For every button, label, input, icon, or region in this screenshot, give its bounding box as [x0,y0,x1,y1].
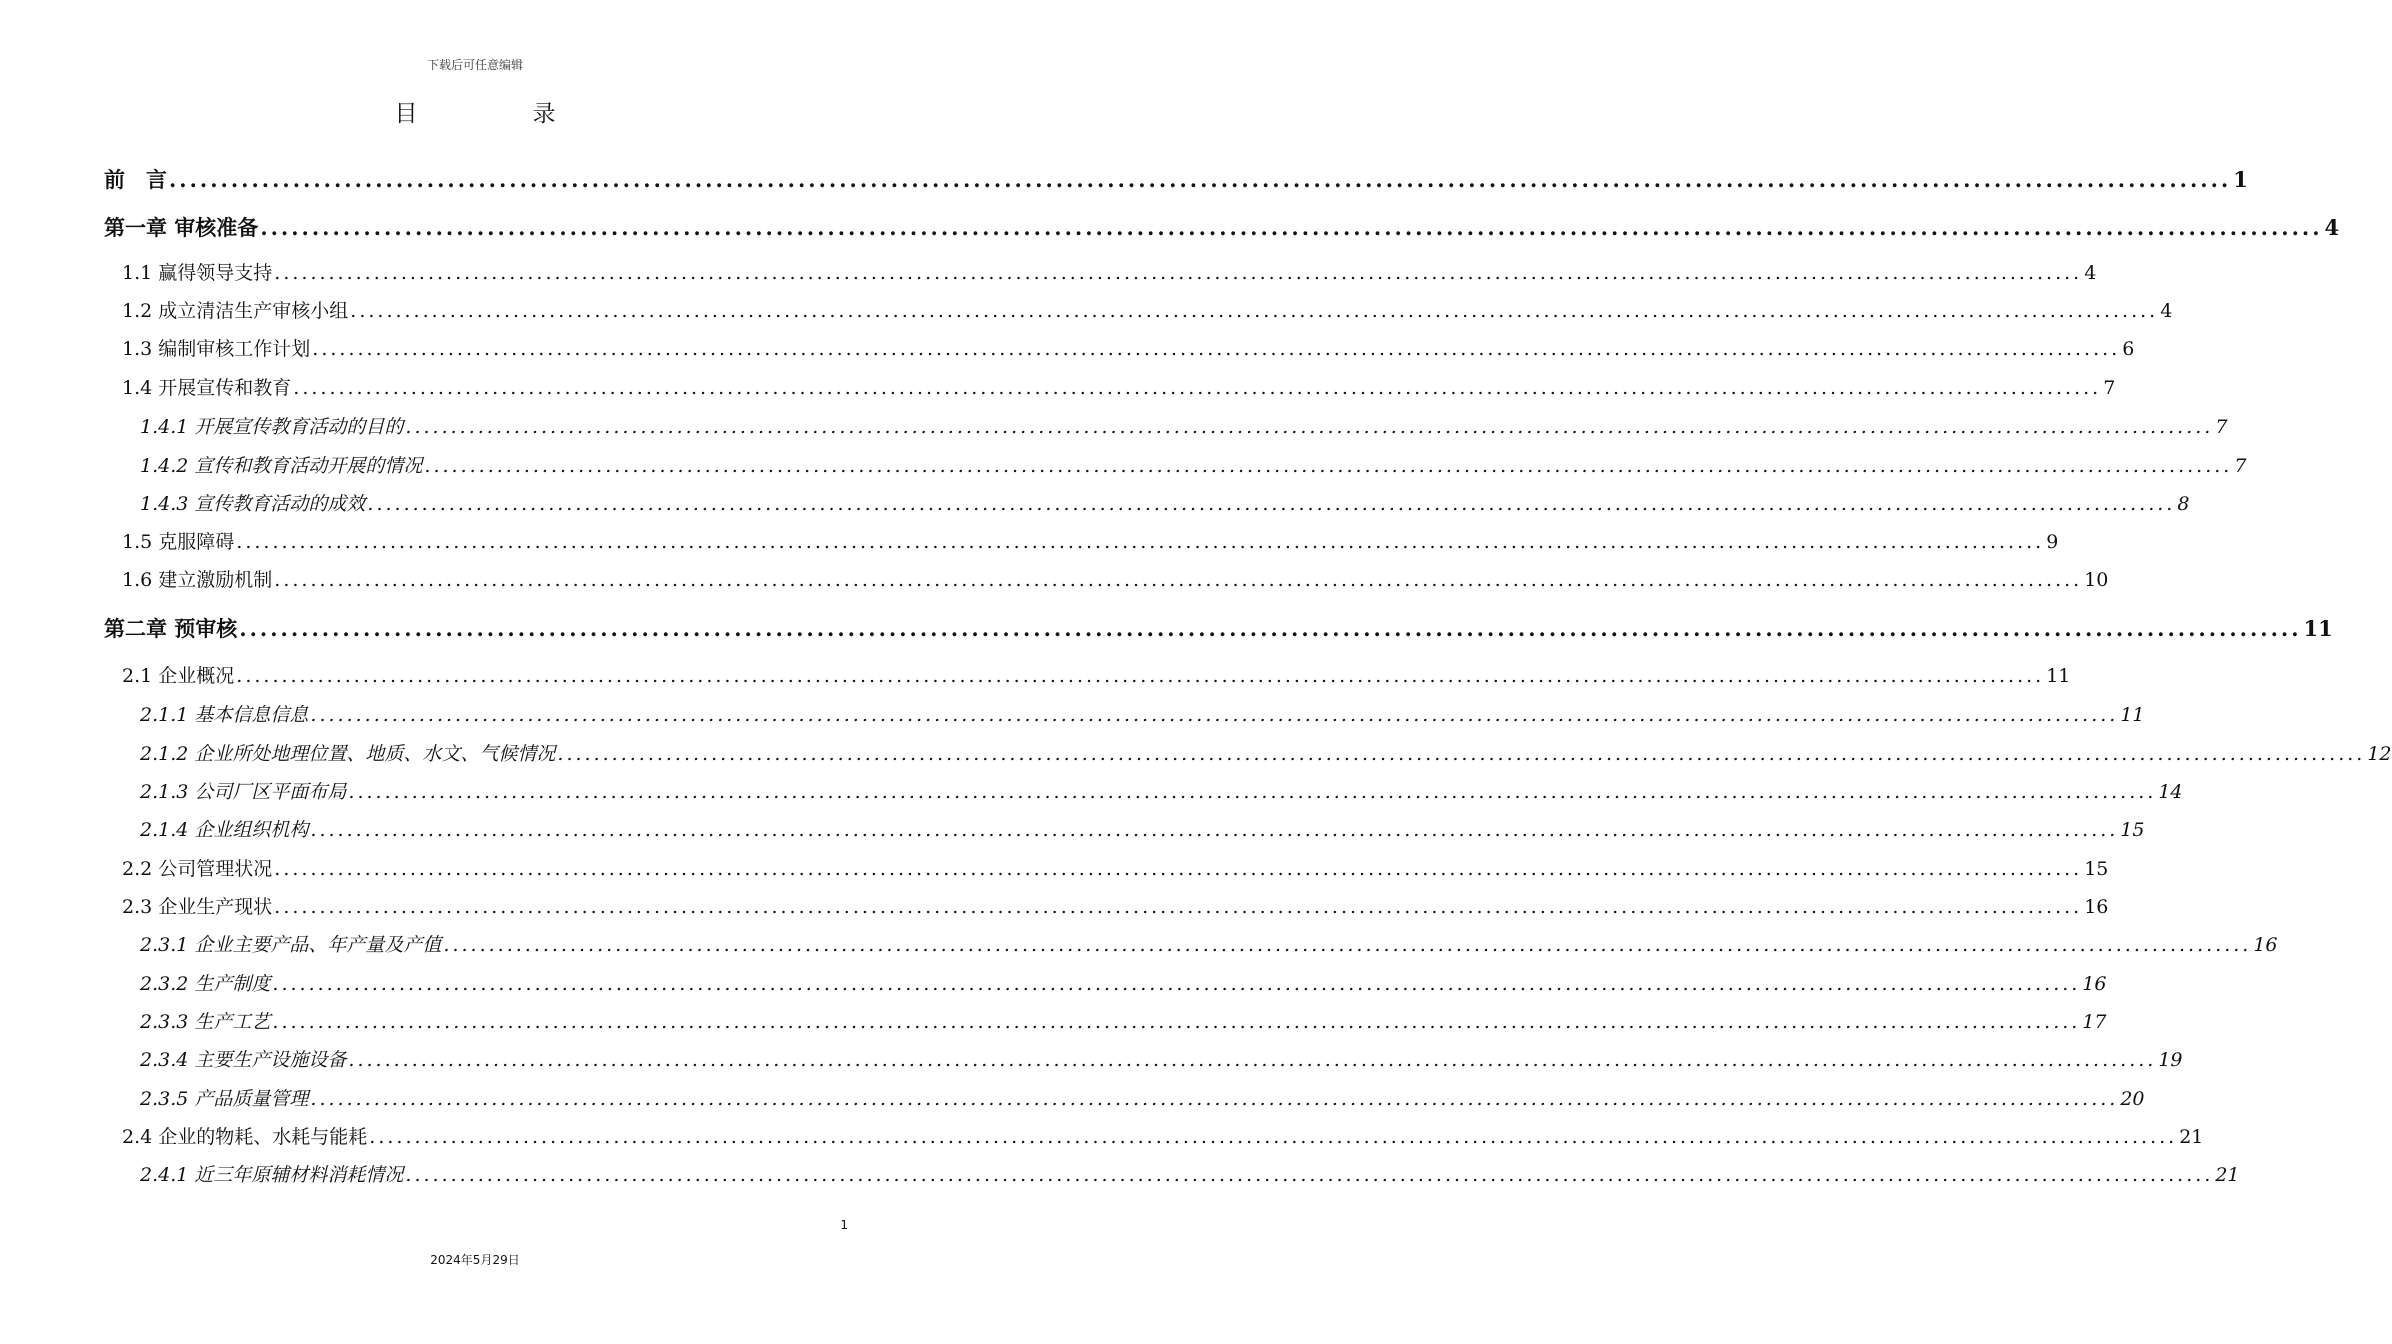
toc-entry-number: 1.4.1 [140,416,189,438]
toc-dot-leader: ........................................................................................................................................................................................................ [272,1011,2081,1033]
toc-entry-text: 宣传和教育活动开展的情况 [194,455,423,477]
toc-entry[interactable] [122,854,2109,881]
toc-entry-text: 企业所处地理位置、地质、水文、气候情况 [194,743,556,765]
toc-entry[interactable] [140,1045,2183,1072]
toc-entry-text: 公司管理状况 [158,858,273,880]
toc-entry-page: 1 [2233,167,2248,192]
toc-entry-text: 近三年原辅材料消耗情况 [194,1164,404,1186]
toc-entry-number: 1.4.3 [140,493,189,515]
toc-entry[interactable] [140,1084,2145,1111]
toc-entry-label [122,892,272,919]
toc-dot-leader: ........................................................................................................................................................................................................ [310,704,2119,726]
toc-entry-label [140,1160,403,1187]
toc-entry-page: 7 [2215,416,2228,438]
toc-entry-page: 10 [2084,569,2109,591]
toc-entry-text: 编制审核工作计划 [158,338,311,360]
toc-dot-leader: ........................................................................................................................................................................................................ [272,973,2081,995]
toc-entry-text: 企业主要产品、年产量及产值 [194,934,442,956]
toc-entry-label [104,212,258,242]
toc-entry[interactable] [104,164,2248,194]
toc-entry-text: 第一章 审核准备 [104,216,259,240]
toc-entry-page: 19 [2158,1049,2183,1071]
toc-entry-page: 6 [2122,338,2135,360]
toc-entry-page: 7 [2234,455,2247,477]
toc-entry-label [140,739,555,766]
toc-dot-leader: ........................................................................................................................................................................................................ [274,569,2083,591]
toc-entry-label [140,451,422,478]
footer-date: 2024年5月29日 [430,1253,520,1267]
toc-entry[interactable] [140,969,2107,996]
toc-entry-text: 产品质量管理 [194,1088,309,1110]
toc-entry-label [122,258,272,285]
toc-entry[interactable] [140,1160,2240,1187]
toc-entry-label [122,373,291,400]
toc-entry-page: 4 [2324,215,2340,240]
toc-entry[interactable] [122,527,2059,554]
toc-dot-leader: ........................................................................................................................................................................................................ [557,743,2366,765]
toc-entry[interactable] [122,1122,2204,1149]
toc-entry-page: 16 [2082,973,2107,995]
toc-entry-number: 1.2 [122,300,153,322]
toc-entry-number: 2.1.3 [140,781,189,803]
toc-entry-page: 17 [2082,1011,2107,1033]
toc-dot-leader: ........................................................................................................................................................................................................ [236,665,2045,687]
toc-entry-number: 1.6 [122,569,153,591]
toc-entry[interactable] [140,930,2278,957]
toc-dot-leader: ........................................................................................................................................................................................................ [274,896,2083,918]
toc-entry[interactable] [140,700,2145,727]
toc-entry[interactable] [122,373,2116,400]
toc-entry-text: 企业组织机构 [194,819,309,841]
toc-entry[interactable] [140,451,2247,478]
toc-entry-label [122,1122,367,1149]
toc-dot-leader: ........................................................................................................................................................................................................ [369,1126,2178,1148]
toc-dot-leader: ........................................................................................................................................................................................................ [310,1088,2119,1110]
toc-dot-leader: ........................................................................................................................................................................................................ [236,531,2045,553]
toc-entry-label [140,969,270,996]
toc-entry[interactable] [140,412,2228,439]
toc-entry-number: 2.1.2 [140,743,189,765]
toc-entry-number: 1.4.2 [140,455,189,477]
toc-entry-page: 11 [2120,704,2145,726]
toc-entry-text: 开展宣传教育活动的目的 [194,416,404,438]
toc-entry-number: 2.2 [122,858,153,880]
toc-entry-page: 8 [2177,493,2190,515]
toc-entry-number: 1.5 [122,531,153,553]
toc-entry-page: 21 [2179,1126,2204,1148]
toc-entry-page: 7 [2103,377,2116,399]
toc-entry-page: 14 [2158,781,2183,803]
page-number: 1 [840,1218,848,1232]
toc-entry[interactable] [140,777,2183,804]
toc-dot-leader: ........................................................................................................................................................................................................ [312,338,2121,360]
toc-dot-leader: ........................................................................................................................................................................................................ [274,858,2083,880]
toc-entry-label [140,815,308,842]
toc-entry-label [140,489,365,516]
toc-entry-number: 2.3 [122,896,153,918]
toc-entry-number: 2.3.2 [140,973,189,995]
toc-entry-text: 基本信息信息 [194,704,309,726]
toc-entry-number: 2.4 [122,1126,153,1148]
toc-entry-text: 生产制度 [194,973,271,995]
toc-entry-text: 克服障碍 [158,531,235,553]
toc-dot-leader: ........................................................................................................................................................................................................ [424,455,2233,477]
toc-entry[interactable] [140,815,2145,842]
toc-dot-leader: ........................................................................................................................................................................................................ [293,377,2102,399]
toc-entry-label [140,412,403,439]
toc-dot-leader: ........................................................................................................................................................................................................ [405,1164,2214,1186]
toc-entry-number: 2.3.5 [140,1088,189,1110]
toc-entry-label [122,854,272,881]
toc-entry-text: 宣传教育活动的成效 [194,493,366,515]
toc-entry[interactable] [122,892,2109,919]
toc-entry-page: 12 [2367,743,2392,765]
toc-entry-number: 2.1.1 [140,704,189,726]
toc-entry-label [140,1045,346,1072]
header-note: 下载后可任意编辑 [426,58,523,72]
toc-entry-text: 主要生产设施设备 [194,1049,347,1071]
toc-entry-text: 生产工艺 [194,1011,271,1033]
toc-entry-label [104,164,167,194]
toc-entry-number: 1.4 [122,377,153,399]
toc-entry-page: 15 [2120,819,2145,841]
toc-dot-leader: ........................................................................................................................................................................................................ [348,781,2157,803]
toc-entry-label [122,527,234,554]
toc-entry-page: 4 [2160,300,2173,322]
toc-entry-label [140,1084,308,1111]
toc-dot-leader: ........................................................................................................................................................................................................ [239,616,2302,641]
toc-dot-leader: ........................................................................................................................................................................................................ [443,934,2252,956]
toc-dot-leader: ........................................................................................................................................................................................................ [310,819,2119,841]
toc-entry-number: 2.1.4 [140,819,189,841]
toc-entry-number: 1.1 [122,262,153,284]
toc-entry-text: 企业生产现状 [158,896,273,918]
toc-entry-text: 第二章 预审核 [104,617,238,641]
toc-entry-number: 2.1 [122,665,153,687]
toc-entry-page: 15 [2084,858,2109,880]
toc-entry-label [140,1007,270,1034]
toc-entry-page: 9 [2046,531,2059,553]
toc-dot-leader: ........................................................................................................................................................................................................ [260,215,2323,240]
toc-entry-label [140,700,308,727]
toc-dot-leader: ........................................................................................................................................................................................................ [348,1049,2157,1071]
toc-entry[interactable] [104,212,2340,242]
toc-entry-label [122,661,234,688]
toc-entry-label [122,565,272,592]
toc-entry-label [122,296,348,323]
toc-dot-leader: ........................................................................................................................................................................................................ [405,416,2214,438]
toc-entry-text: 开展宣传和教育 [158,377,292,399]
toc-entry[interactable] [122,334,2135,361]
toc-entry[interactable] [140,489,2190,516]
toc-dot-leader: ........................................................................................................................................................................................................ [274,262,2083,284]
toc-entry-text: 公司厂区平面布局 [194,781,347,803]
toc-entry-text: 成立清洁生产审核小组 [158,300,349,322]
toc-entry[interactable] [122,565,2109,592]
toc-entry-label [140,777,346,804]
toc-entry-text: 企业的物耗、水耗与能耗 [158,1126,368,1148]
toc-entry-number: 2.3.1 [140,934,189,956]
toc-entry-page: 11 [2046,665,2071,687]
toc-dot-leader: ........................................................................................................................................................................................................ [169,167,2232,192]
toc-entry-number: 2.4.1 [140,1164,189,1186]
toc-entry-label [122,334,310,361]
toc-entry[interactable] [122,661,2071,688]
toc-entry-text: 前 言 [104,168,167,192]
toc-entry[interactable] [140,1007,2107,1034]
toc-entry-page: 4 [2084,262,2097,284]
toc-entry-label [104,613,237,643]
toc-entry-text: 建立激励机制 [158,569,273,591]
toc-entry-page: 16 [2253,934,2278,956]
toc-entry[interactable] [140,739,2392,766]
toc-entry-page: 20 [2120,1088,2145,1110]
toc-entry-number: 2.3.4 [140,1049,189,1071]
toc-dot-leader: ........................................................................................................................................................................................................ [367,493,2176,515]
toc-entry-number: 2.3.3 [140,1011,189,1033]
toc-entry-text: 企业概况 [158,665,235,687]
toc-entry-number: 1.3 [122,338,153,360]
toc-entry[interactable] [122,258,2097,285]
toc-title: 目 录 [394,101,602,127]
toc-entry[interactable] [122,296,2173,323]
toc-entry-text: 赢得领导支持 [158,262,273,284]
toc-entry[interactable] [104,613,2333,643]
toc-entry-page: 16 [2084,896,2109,918]
toc-entry-page: 11 [2303,616,2333,641]
toc-dot-leader: ........................................................................................................................................................................................................ [350,300,2159,322]
toc-entry-label [140,930,441,957]
toc-entry-page: 21 [2215,1164,2240,1186]
